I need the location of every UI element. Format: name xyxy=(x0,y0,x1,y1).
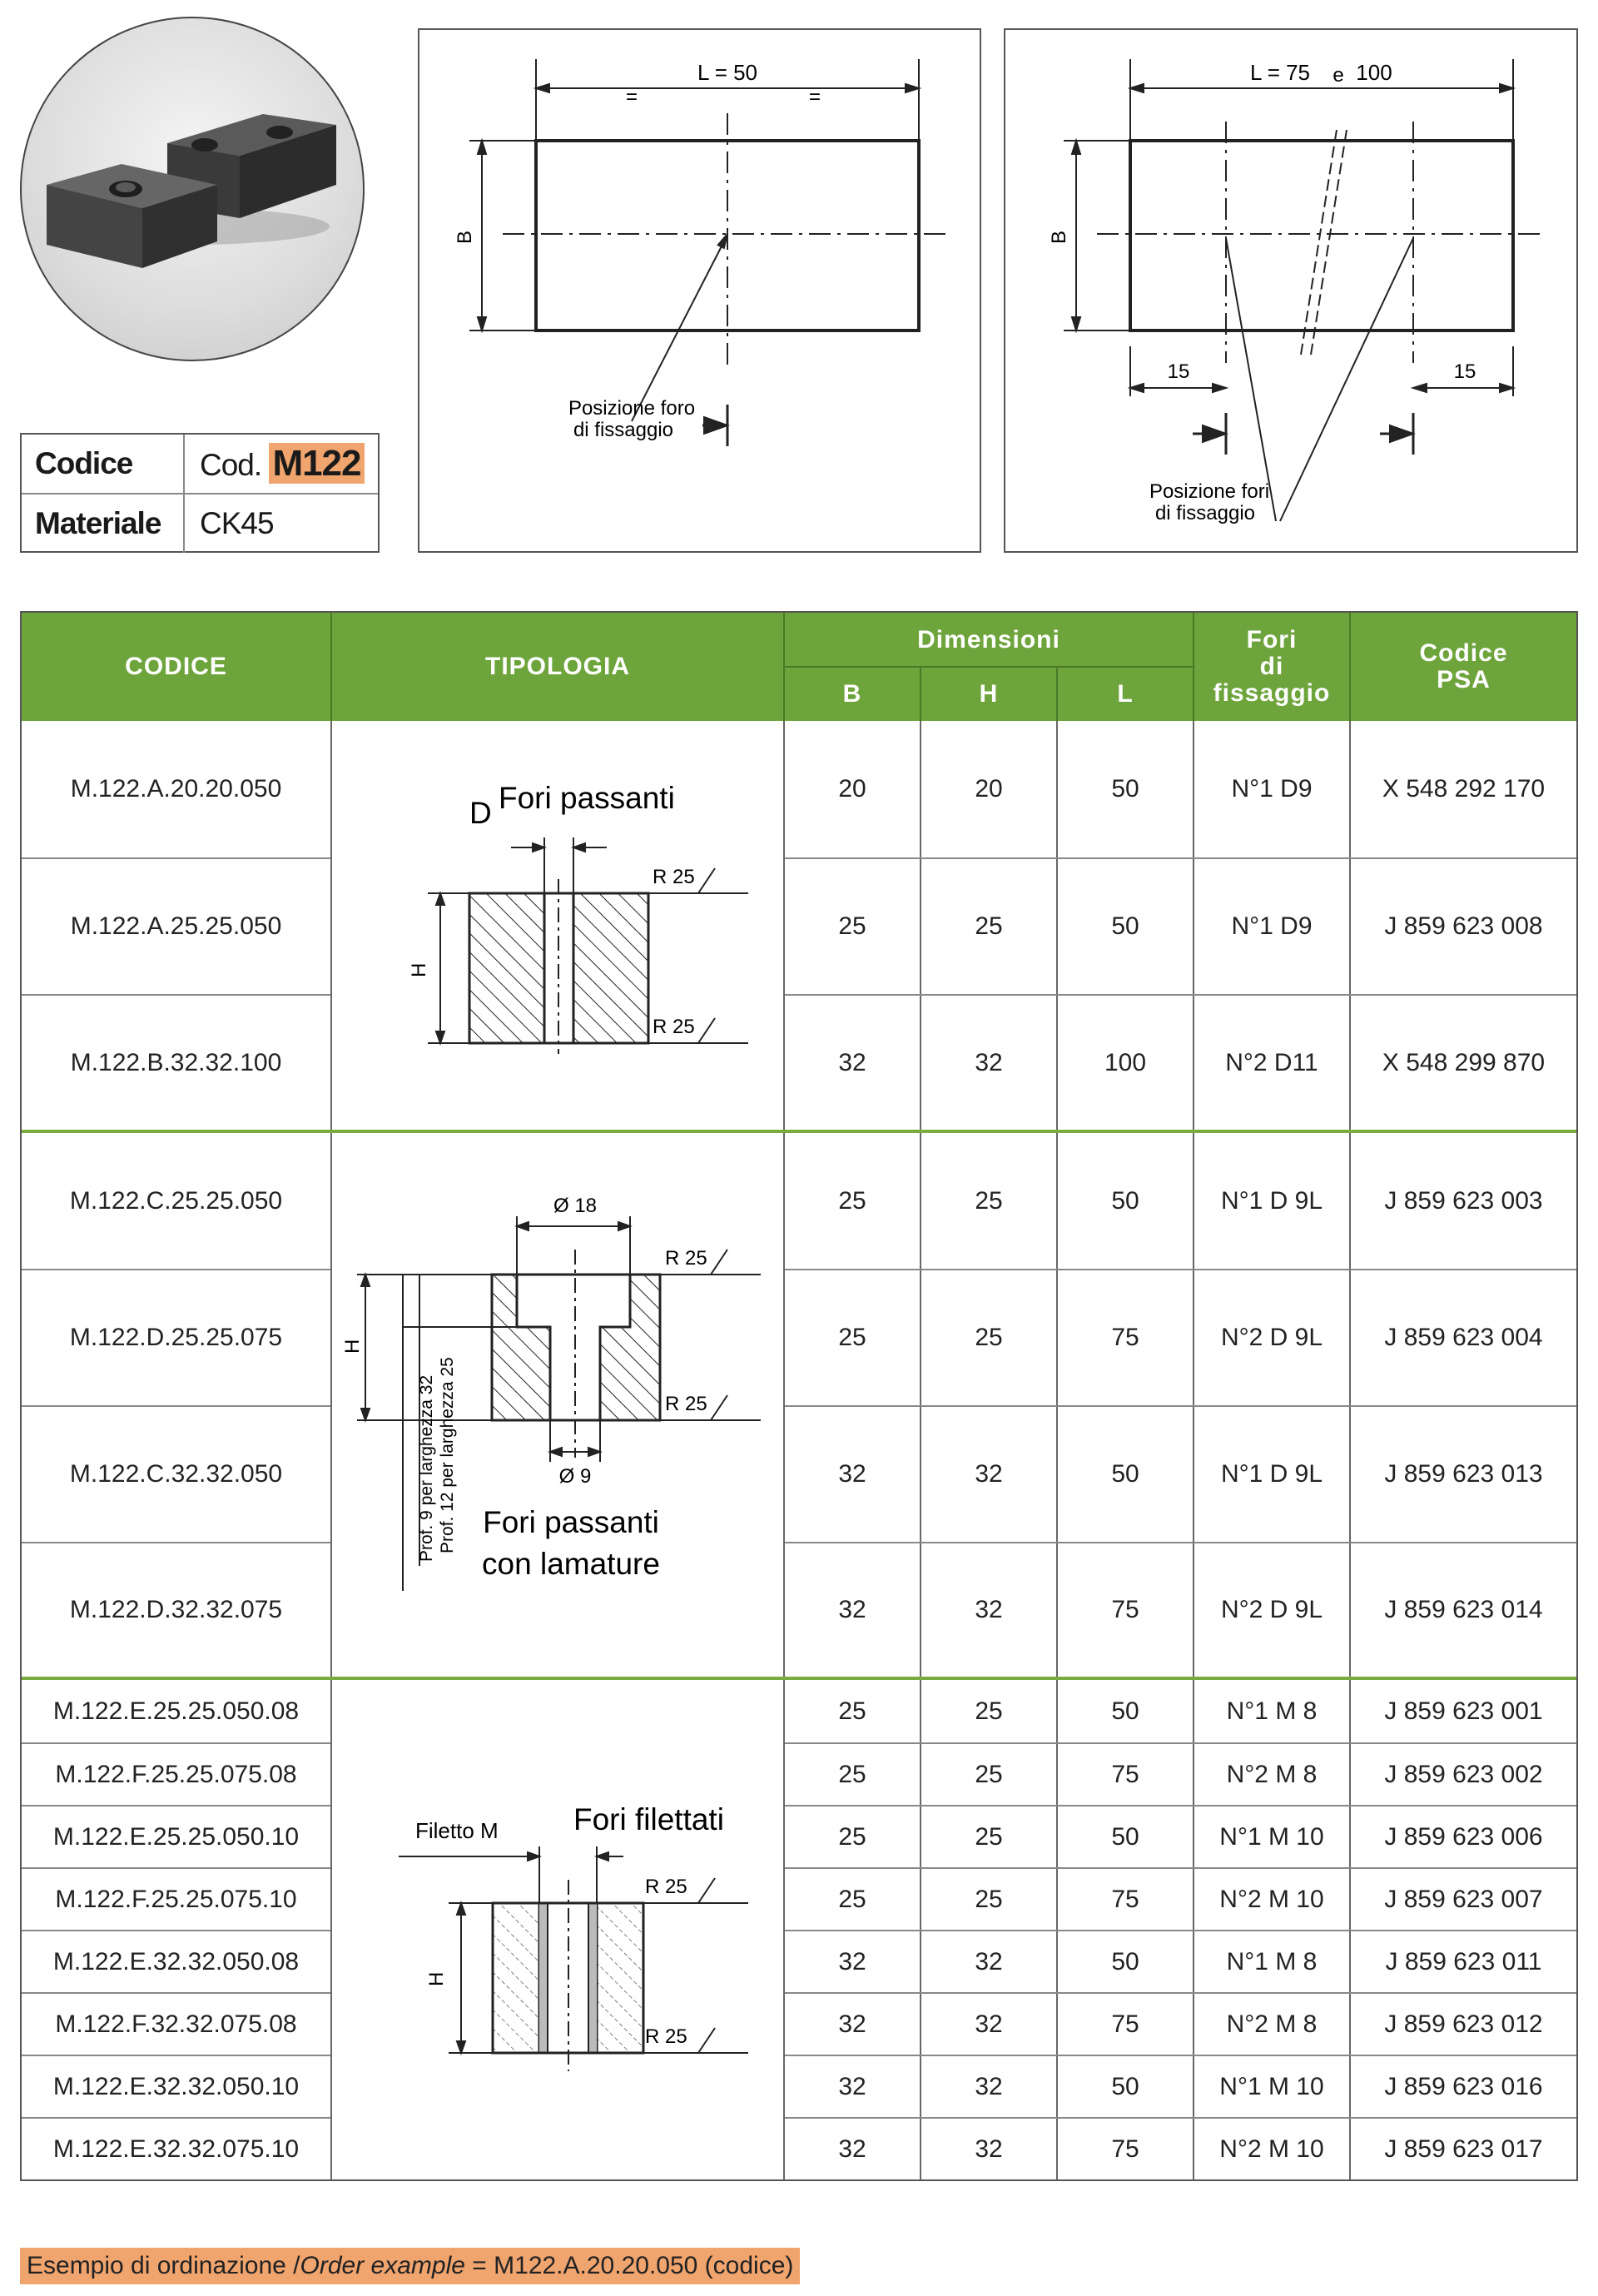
cell-holes: N°1 D 9L xyxy=(1220,1460,1323,1488)
order-example-italic: Order example xyxy=(300,2252,465,2279)
cell-psa: J 859 623 012 xyxy=(1384,2010,1543,2038)
cell-code: M.122.C.32.32.050 xyxy=(69,1460,283,1488)
cell-b: 20 xyxy=(838,775,866,803)
code-prefix: Cod. xyxy=(200,448,262,482)
g2-h-label: H xyxy=(341,1339,364,1354)
cell-b: 25 xyxy=(838,1697,866,1725)
cell-b: 32 xyxy=(838,1947,866,1975)
d2-width-label: B xyxy=(1048,230,1070,244)
cell-psa: J 859 623 004 xyxy=(1384,1324,1543,1351)
cell-psa: J 859 623 003 xyxy=(1384,1186,1543,1215)
product-photo xyxy=(20,17,365,361)
cell-code: M.122.D.25.25.075 xyxy=(69,1324,283,1351)
cell-holes: N°1 D9 xyxy=(1231,775,1313,803)
order-example xyxy=(20,2248,800,2284)
tipologia-fori-lamature xyxy=(332,1133,783,1677)
drawing-single-hole xyxy=(418,28,981,553)
cell-h: 25 xyxy=(975,1822,1003,1851)
cell-psa: J 859 623 014 xyxy=(1384,1596,1543,1623)
g1-r-top: R 25 xyxy=(653,866,695,888)
cell-l: 75 xyxy=(1111,1324,1139,1351)
cell-h: 32 xyxy=(975,1048,1003,1076)
cell-h: 32 xyxy=(975,2010,1003,2038)
d2-hole-label-2: di fissaggio xyxy=(1154,502,1256,524)
cell-l: 50 xyxy=(1111,2072,1139,2100)
g1-h-label: H xyxy=(408,962,430,977)
cell-holes: N°1 D 9L xyxy=(1220,1186,1323,1215)
d2-length-alt: 100 xyxy=(1356,60,1392,85)
cell-code: M.122.E.32.32.075.10 xyxy=(52,2134,300,2163)
cell-b: 25 xyxy=(838,1760,866,1788)
cell-l: 75 xyxy=(1111,2134,1139,2163)
d1-equal-right: = xyxy=(808,86,821,108)
g2-dia-top: Ø 18 xyxy=(553,1195,598,1217)
cell-psa: J 859 623 007 xyxy=(1384,1885,1543,1913)
cell-l: 50 xyxy=(1111,1822,1139,1851)
spec-box xyxy=(20,433,380,553)
cell-l: 50 xyxy=(1111,775,1139,803)
cell-code: M.122.A.20.20.050 xyxy=(70,775,282,803)
d1-hole-label-2: di fissaggio xyxy=(573,419,674,441)
d2-length-sep: e xyxy=(1332,64,1344,87)
cell-h: 25 xyxy=(975,1885,1003,1913)
cell-psa: X 548 299 870 xyxy=(1382,1048,1546,1076)
header-psa xyxy=(1351,613,1576,721)
header-psa-2: PSA xyxy=(1437,666,1491,693)
g2-dia-bottom: Ø 9 xyxy=(558,1465,592,1488)
g1-d-label: D xyxy=(469,796,492,830)
tipologia-fori-passanti xyxy=(332,721,783,1130)
cell-code: M.122.E.32.32.050.10 xyxy=(52,2072,300,2100)
g2-title-1: Fori passanti xyxy=(483,1505,659,1539)
product-table xyxy=(20,611,1578,2181)
cell-l: 50 xyxy=(1111,1460,1139,1488)
cell-psa: J 859 623 016 xyxy=(1384,2072,1543,2100)
header-b: B xyxy=(842,680,862,708)
cell-holes: N°2 D 9L xyxy=(1220,1596,1323,1623)
g1-r-bottom: R 25 xyxy=(653,1016,695,1038)
cell-b: 25 xyxy=(838,1324,866,1351)
cell-holes: N°1 M 8 xyxy=(1226,1697,1318,1725)
header-fori-2: di xyxy=(1259,653,1284,680)
d1-length-label: L = 50 xyxy=(697,60,758,85)
header-fori xyxy=(1194,613,1349,721)
cell-l: 50 xyxy=(1111,1947,1139,1975)
spec-row-material xyxy=(22,494,378,553)
cell-h: 25 xyxy=(975,1186,1003,1215)
header-h: H xyxy=(979,680,999,708)
table-header xyxy=(22,613,1576,721)
cell-b: 32 xyxy=(838,2134,866,2163)
d1-width-label: B xyxy=(454,230,476,244)
cell-b: 25 xyxy=(838,1186,866,1215)
g3-thread-label: Filetto M xyxy=(415,1818,499,1843)
cell-h: 25 xyxy=(975,1697,1003,1725)
cell-code: M.122.A.25.25.050 xyxy=(70,912,282,940)
cell-b: 25 xyxy=(838,1822,866,1851)
cell-holes: N°2 M 8 xyxy=(1226,2010,1318,2038)
cell-l: 50 xyxy=(1111,912,1139,940)
cell-code: M.122.E.25.25.050.08 xyxy=(52,1697,300,1725)
cell-h: 32 xyxy=(975,2072,1003,2100)
cell-psa: J 859 623 013 xyxy=(1384,1460,1543,1488)
d1-hole-label-1: Posizione foro xyxy=(568,397,696,420)
header-psa-1: Codice xyxy=(1419,639,1508,667)
g2-title-2: con lamature xyxy=(482,1547,660,1581)
cell-b: 32 xyxy=(838,1460,866,1488)
cell-holes: N°1 M 8 xyxy=(1226,1947,1318,1975)
cell-holes: N°2 D11 xyxy=(1225,1048,1318,1076)
cell-l: 75 xyxy=(1111,2010,1139,2038)
d2-offset-left: 15 xyxy=(1167,360,1190,383)
cell-code: M.122.D.32.32.075 xyxy=(69,1596,283,1623)
cell-b: 25 xyxy=(838,1885,866,1913)
cell-h: 25 xyxy=(975,1760,1003,1788)
cell-h: 20 xyxy=(975,775,1003,803)
g2-prof-2: Prof. 12 per larghezza 25 xyxy=(438,1357,457,1553)
drawing-two-holes xyxy=(1004,28,1578,553)
cell-l: 75 xyxy=(1111,1885,1139,1913)
cell-l: 75 xyxy=(1111,1596,1139,1623)
cell-h: 25 xyxy=(975,912,1003,940)
cell-holes: N°1 D9 xyxy=(1231,912,1313,940)
cell-l: 75 xyxy=(1111,1760,1139,1788)
d2-length-label: L = 75 xyxy=(1249,60,1311,85)
cell-holes: N°2 M 10 xyxy=(1219,1885,1324,1913)
cell-code: M.122.F.25.25.075.10 xyxy=(55,1885,297,1913)
cell-holes: N°1 M 10 xyxy=(1219,2072,1324,2100)
cell-h: 32 xyxy=(975,1947,1003,1975)
header-tipologia: TIPOLOGIA xyxy=(485,653,630,680)
material-value: CK45 xyxy=(200,506,274,540)
header-fori-3: fissaggio xyxy=(1213,679,1331,707)
cell-holes: N°1 M 10 xyxy=(1219,1822,1324,1851)
cell-b: 32 xyxy=(838,2072,866,2100)
g3-title: Fori filettati xyxy=(573,1802,724,1836)
header-l: L xyxy=(1117,680,1134,708)
header-codice: CODICE xyxy=(125,653,227,680)
cell-b: 32 xyxy=(838,2010,866,2038)
g2-r-top: R 25 xyxy=(665,1247,707,1270)
cell-l: 100 xyxy=(1104,1048,1147,1076)
cell-psa: X 548 292 170 xyxy=(1382,775,1546,803)
cell-holes: N°2 D 9L xyxy=(1220,1324,1323,1351)
cell-code: M.122.B.32.32.100 xyxy=(70,1048,282,1076)
cell-h: 32 xyxy=(975,1596,1003,1623)
cell-psa: J 859 623 008 xyxy=(1384,912,1543,940)
cell-code: M.122.E.32.32.050.08 xyxy=(52,1947,300,1975)
cell-code: M.122.F.25.25.075.08 xyxy=(55,1760,297,1788)
code-label: Codice xyxy=(22,435,185,493)
cell-h: 25 xyxy=(975,1324,1003,1351)
cell-l: 50 xyxy=(1111,1186,1139,1215)
header-dimensioni: Dimensioni xyxy=(917,626,1060,654)
cell-b: 32 xyxy=(838,1596,866,1623)
d1-equal-left: = xyxy=(625,86,638,108)
cell-psa: J 859 623 006 xyxy=(1384,1822,1543,1851)
cell-code: M.122.C.25.25.050 xyxy=(69,1186,283,1215)
header-fori-1: Fori xyxy=(1246,626,1298,654)
spec-row-code xyxy=(22,435,378,494)
cell-holes: N°2 M 10 xyxy=(1219,2134,1324,2163)
material-label: Materiale xyxy=(22,494,185,553)
g3-r-bottom: R 25 xyxy=(645,2025,687,2048)
cell-l: 50 xyxy=(1111,1697,1139,1725)
g2-r-bottom: R 25 xyxy=(665,1393,707,1415)
code-value-cell xyxy=(186,435,378,493)
cell-psa: J 859 623 001 xyxy=(1384,1697,1543,1725)
cell-holes: N°2 M 8 xyxy=(1226,1760,1318,1788)
g3-h-label: H xyxy=(425,1971,448,1986)
cell-psa: J 859 623 017 xyxy=(1384,2134,1543,2163)
cell-code: M.122.E.25.25.050.10 xyxy=(52,1822,300,1851)
order-example-suffix: = M122.A.20.20.050 (codice) xyxy=(464,2252,794,2279)
d2-offset-right: 15 xyxy=(1453,360,1476,383)
tipologia-fori-filettati xyxy=(332,1680,783,2179)
g3-r-top: R 25 xyxy=(645,1876,687,1898)
cell-h: 32 xyxy=(975,2134,1003,2163)
cell-h: 32 xyxy=(975,1460,1003,1488)
g1-title: Fori passanti xyxy=(499,781,675,815)
cell-code: M.122.F.32.32.075.08 xyxy=(55,2010,297,2038)
order-example-prefix: Esempio di ordinazione / xyxy=(27,2252,300,2279)
cell-b: 25 xyxy=(838,912,866,940)
cell-psa: J 859 623 002 xyxy=(1384,1760,1543,1788)
code-value: M122 xyxy=(269,443,364,484)
g2-prof-1: Prof. 9 per larghezza 32 xyxy=(417,1374,436,1562)
cell-psa: J 859 623 011 xyxy=(1385,1947,1542,1975)
d2-hole-label-1: Posizione fori xyxy=(1149,480,1270,503)
cell-b: 32 xyxy=(838,1048,866,1076)
